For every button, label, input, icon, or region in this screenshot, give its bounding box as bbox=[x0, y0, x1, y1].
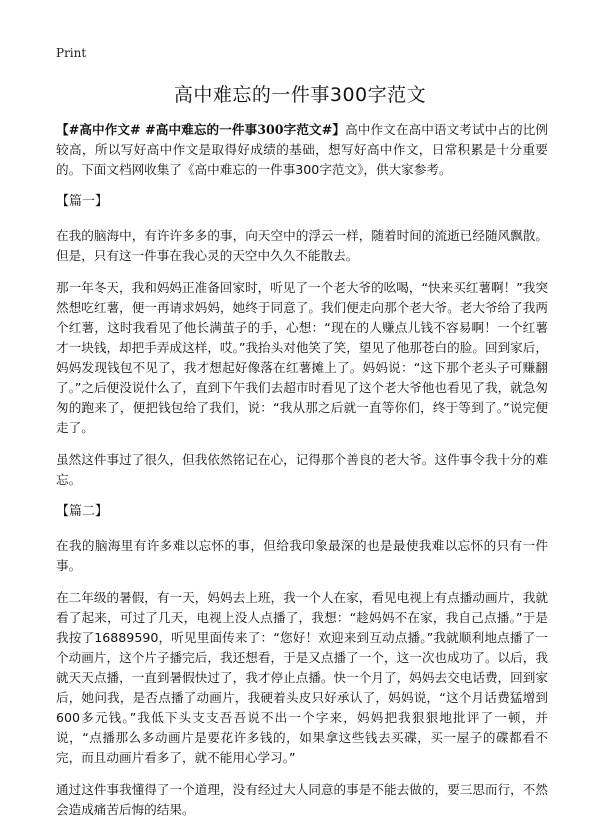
section-2-paragraph-1: 在我的脑海里有许多难以忘怀的事，但给我印象最深的也是最使我难以忘怀的只有一件事。 bbox=[56, 538, 548, 573]
section-1-paragraph-1: 在我的脑海中，有许许多多的事，向天空中的浮云一样，随着时间的流逝已经随风飘散。但是，只有这一件事在我心灵的天空中久久不能散去。 bbox=[56, 228, 548, 263]
section-1-paragraph-3: 虽然这件事过了很久，但我依然铭记在心，记得那个善良的老大爷。这件事令我十分的难忘。 bbox=[56, 452, 548, 487]
section-2-paragraph-2: 在二年级的暑假，有一天，妈妈去上班，我一个人在家，看见电视上有点播动画片，我就看了起来，可过了几天，电视上没人点播了，我想：“趁妈妈不在家，我自己点播。”于是我按了16889590，听见里面传来了：“您好！欢迎来到互动点播。”我就顺利地点播了一个动画片，这个片子播完后，我还想看，于是又点播了一个，这一次也成功了。以后，我就天天点播，一直到暑假快过了，我才停止点播。快一个月了，妈妈去交电话费，回到家后，她问我，是否点播了动画片，我硬着头皮只好承认了，妈妈说，“这个月话费猛增到600多元钱。”我低下头支支吾吾说不出一个字来，妈妈把我狠狠地批评了一顿，并说，“点播那么多动画片是要花许多钱的，如果拿这些钱去买碟，买一屋子的碟都看不完，而且动画片看多了，就不能用心学习。” bbox=[56, 590, 548, 765]
intro-paragraph bbox=[56, 120, 548, 180]
page-title: 高中难忘的一件事300字范文 bbox=[173, 84, 427, 106]
article-body bbox=[56, 120, 548, 832]
section-heading-2: 【篇二】 bbox=[56, 504, 109, 519]
section-heading-1: 【篇一】 bbox=[56, 194, 109, 209]
intro-tags: 【#高中作文# #高中难忘的一件事300字范文#】 bbox=[56, 122, 346, 137]
section-1-paragraph-2: 那一年冬天，我和妈妈正准备回家时，听见了一个老大爷的吆喝，“快来买红薯啊！”我突然想吃红薯，便一再请求妈妈，她终于同意了。我们便走向那个老大爷。老大爷给了我两个红薯，这时我看见了他长满茧子的手，心想：“现在的人赚点儿钱不容易啊！一个红薯才一块钱，却把手弄成这样，哎。”我抬头对他笑了笑，望见了他那苍白的脸。回到家后，妈妈发现钱包不见了，我才想起好像落在红薯摊上了。妈妈说：“这下那个老头子可赚翻了。”之后便没说什么了，直到下午我们去超市时看见了这个老大爷他也看见了我，就急匆匆的跑来了，便把钱包给了我们，说：“我从那之后就一直等你们，终于等到了。”说完便走了。 bbox=[56, 280, 548, 435]
section-2-paragraph-3: 通过这件事我懂得了一个道理，没有经过大人同意的事是不能去做的，要三思而行，不然会造成痛苦后悔的结果。 bbox=[56, 782, 548, 817]
print-link[interactable]: Print bbox=[56, 46, 87, 60]
intro-text: 高中作文在高中语文考试中占的比例较高，所以写好高中作文是取得好成绩的基础，想写好高中作文，日常积累是十分重要的。下面文档网收集了《高中难忘的一件事300字范文》，供大家参考。 bbox=[56, 122, 549, 177]
